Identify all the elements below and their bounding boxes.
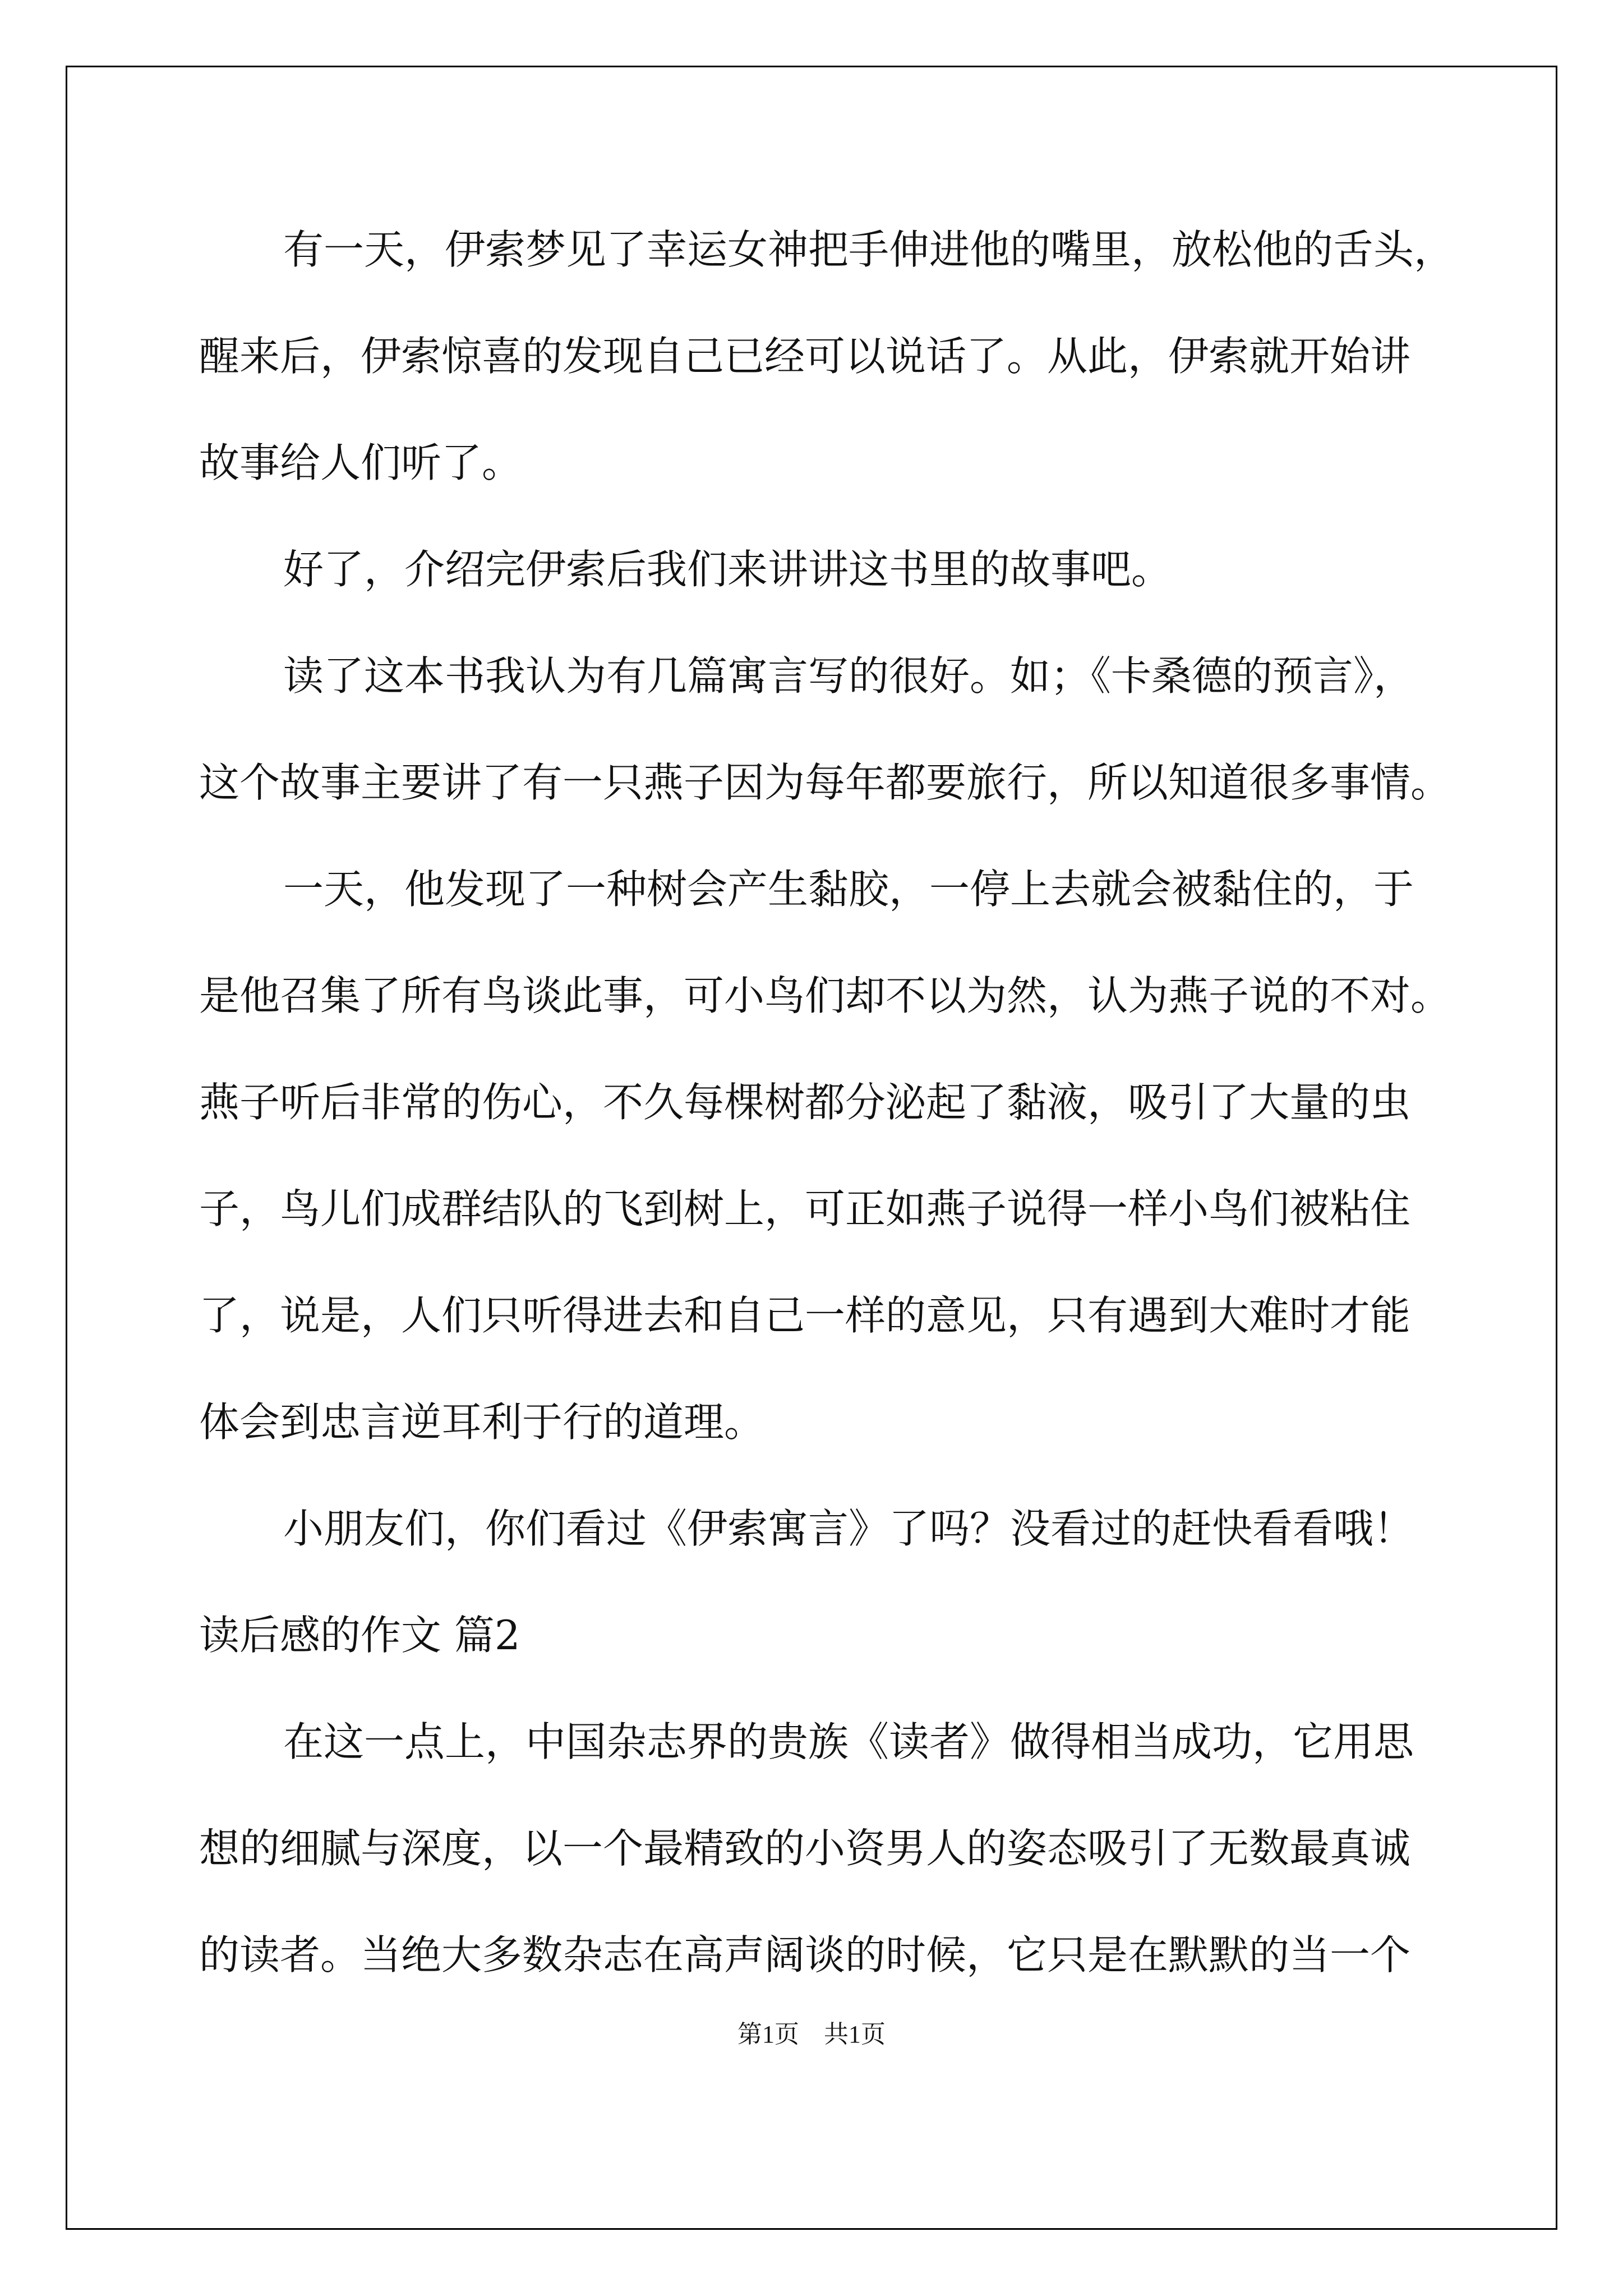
paragraph-line: 好了，介绍完伊索后我们来讲讲这书里的故事吧。	[283, 546, 1172, 593]
page-number-footer: 第1页 共1页	[737, 2021, 886, 2048]
paragraph-line: 一天，他发现了一种树会产生黏胶，一停上去就会被黏住的，于	[283, 866, 1414, 913]
paragraph-line: 有一天，伊索梦见了幸运女神把手伸进他的嘴里，放松他的舌头，	[283, 226, 1455, 273]
paragraph-line: 故事给人们听了。	[199, 439, 523, 486]
paragraph-line: 子，鸟儿们成群结队的飞到树上，可正如燕子说得一样小鸟们被粘住	[199, 1185, 1411, 1232]
paragraph-line: 醒来后，伊索惊喜的发现自己已经可以说话了。从此，伊索就开始讲	[199, 333, 1411, 380]
paragraph-line: 在这一点上，中国杂志界的贵族《读者》做得相当成功，它用思	[283, 1718, 1414, 1765]
paragraph-line: 是他召集了所有鸟谈此事，可小鸟们却不以为然，认为燕子说的不对。	[199, 972, 1451, 1019]
paragraph-line: 的读者。当绝大多数杂志在高声阔谈的时候，它只是在默默的当一个	[199, 1931, 1411, 1978]
page-border	[66, 66, 1557, 2230]
paragraph-line: 读了这本书我认为有几篇寓言写的很好。如；《卡桑德的预言》，	[283, 652, 1414, 700]
section-heading: 读后感的作文 篇2	[199, 1612, 520, 1659]
paragraph-line: 想的细腻与深度，以一个最精致的小资男人的姿态吸引了无数最真诚	[199, 1825, 1411, 1872]
paragraph-line: 了，说是，人们只听得进去和自己一样的意见，只有遇到大难时才能	[199, 1292, 1411, 1339]
paragraph-line: 燕子听后非常的伤心，不久每棵树都分泌起了黏液，吸引了大量的虫	[199, 1079, 1411, 1126]
paragraph-line: 这个故事主要讲了有一只燕子因为每年都要旅行，所以知道很多事情。	[199, 759, 1451, 806]
paragraph-line: 体会到忠言逆耳利于行的道理。	[199, 1398, 765, 1446]
paragraph-line: 小朋友们，你们看过《伊索寓言》了吗？没看过的赶快看看哦！	[283, 1505, 1414, 1552]
